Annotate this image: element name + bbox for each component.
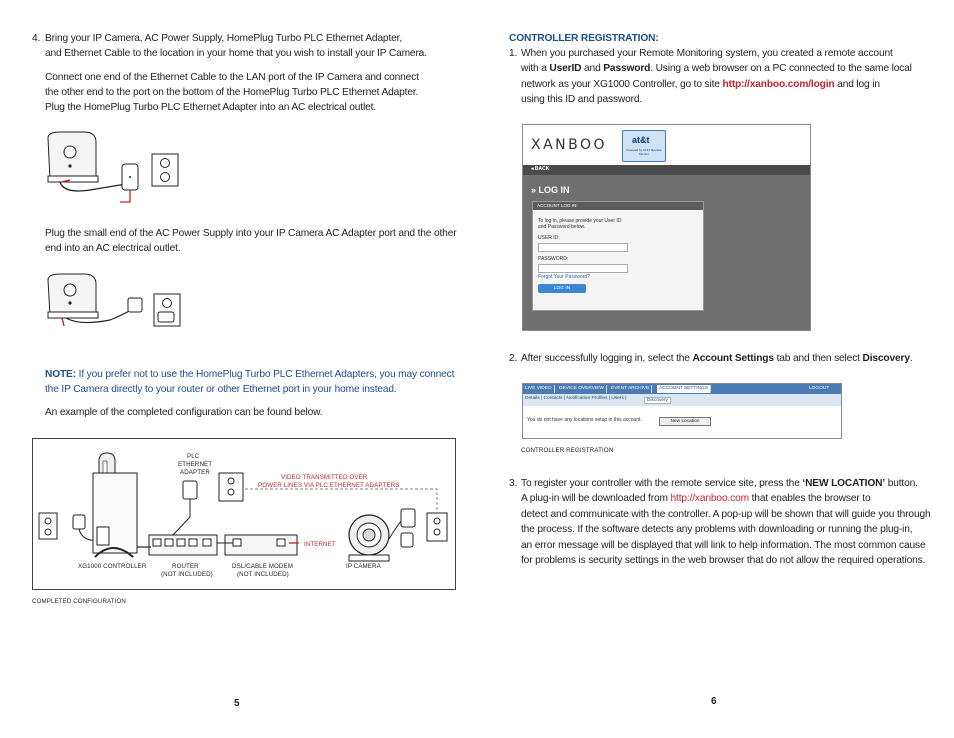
note-line1	[45, 367, 454, 383]
step3-line3: detect and communicate with the controller. A pop-up will be shown that will guide you through	[521, 509, 931, 520]
ethernet-connection-illustration	[40, 128, 190, 216]
step2-line	[521, 351, 913, 367]
step1-line3-post: and log in	[834, 79, 880, 90]
plc-label-3: ADAPTER	[180, 469, 210, 476]
step3-line6: for problems is security settings in the web browser that do not allow the required operations.	[521, 555, 926, 566]
configuration-diagram	[32, 438, 456, 590]
login-screenshot	[522, 124, 811, 331]
discovery-term: Discovery	[862, 353, 910, 364]
step1-line3-pre: network as your XG1000 Controller, go to site	[521, 79, 723, 90]
plc-label-1: PLC	[187, 453, 200, 460]
new-location-term: ‘NEW LOCATION’	[802, 478, 886, 489]
power-connection-illustration	[40, 270, 190, 342]
account-subtabs[interactable]: Details | Contacts | Notification Profiles | Users |	[525, 396, 627, 401]
password-input[interactable]	[538, 264, 628, 273]
password-term: Password	[603, 63, 651, 74]
login-instructions-1: To log in, please provide your User ID	[538, 218, 622, 224]
step3-line2-pre: A plug-in will be downloaded from	[521, 493, 671, 504]
step2-mid: tab and then select	[773, 353, 863, 364]
step3-line2	[521, 491, 870, 507]
video-label-1: VIDEO TRANSMITTED OVER	[281, 474, 368, 481]
step2-post: .	[909, 353, 913, 364]
router-label-2: (NOT INCLUDED)	[161, 571, 213, 578]
account-settings-screenshot	[522, 383, 842, 439]
login-link[interactable]: http://xanboo.com/login	[722, 79, 835, 90]
step1-line4: using this ID and password.	[521, 94, 643, 105]
step2-number: 2.	[509, 353, 518, 364]
step1-number: 1.	[509, 48, 518, 59]
modem-label-1: DSL/CABLE MODEM	[232, 563, 293, 570]
note-text: If you prefer not to use the HomePlug Turbo PLC Ethernet Adapters, you may connect	[75, 369, 455, 380]
att-logo-text: at&t	[632, 135, 650, 145]
login-instructions-2: and Password below.	[538, 224, 586, 230]
xanboo-logo: XANBOO	[531, 137, 608, 153]
tab-device-overview[interactable]: DEVICE OVERVIEW	[557, 385, 607, 393]
login-button[interactable]: LOG IN	[538, 284, 586, 293]
registration-heading: CONTROLLER REGISTRATION:	[509, 33, 659, 44]
modem-label-2: (NOT INCLUDED)	[237, 571, 289, 578]
account-settings-term: Account Settings	[692, 353, 774, 364]
att-logo-subtext: Powered by AT&T Remote Monitor	[626, 148, 662, 156]
step3-line2-post: that enables the browser to	[748, 493, 871, 504]
tab-live-video[interactable]: LIVE VIDEO	[523, 385, 555, 393]
tab-event-archive[interactable]: EVENT ARCHIVE	[609, 385, 652, 393]
login-panel	[532, 201, 704, 311]
step3-line1	[521, 476, 918, 492]
step1-and: and	[581, 63, 604, 74]
nav-bar	[523, 165, 810, 175]
plc-label-2: ETHERNET	[178, 461, 213, 468]
router-label-1: ROUTER	[172, 563, 199, 570]
tab-account-settings[interactable]: ACCOUNT SETTINGS	[657, 385, 711, 393]
new-location-button[interactable]: New Location	[659, 417, 711, 426]
login-title: » LOG IN	[531, 185, 570, 195]
step3-line1-post: button.	[885, 478, 918, 489]
step3-number: 3.	[509, 478, 518, 489]
internet-label: INTERNET	[304, 541, 336, 548]
userid-label: USER ID:	[538, 235, 560, 241]
camera-label: IP CAMERA	[346, 563, 381, 570]
step3-line5: an error message will be displayed that will link to help information. The most common cause	[521, 540, 926, 551]
connect-line2: the other end to the port on the bottom of the HomePlug Turbo PLC Ethernet Adapter.	[45, 87, 419, 98]
no-locations-message: You do not have any locations setup in this account.	[527, 417, 642, 423]
example-text: An example of the completed configuration can be found below.	[45, 407, 323, 418]
page-number-right: 6	[711, 696, 717, 707]
step3-line4: the process. If the software detects any problems with downloading or running the plug-in,	[521, 524, 913, 535]
video-label-2: POWER LINES VIA PLC ETHERNET ADAPTERS	[258, 482, 400, 489]
forgot-password-link[interactable]: Forgot Your Password?	[538, 274, 590, 280]
step2-pre: After successfully logging in, select the	[521, 353, 693, 364]
password-label: PASSWORD:	[538, 256, 569, 262]
controller-label: XG1000 CONTROLLER	[78, 563, 147, 570]
connect-line1: Connect one end of the Ethernet Cable to the LAN port of the IP Camera and connect	[45, 72, 419, 83]
login-panel-header: ACCOUNT LOG IN:	[533, 202, 703, 210]
back-link[interactable]: ◂ BACK	[531, 166, 550, 172]
page-number-left: 5	[234, 698, 240, 709]
step4-line1: Bring your IP Camera, AC Power Supply, HomePlug Turbo PLC Ethernet Adapter,	[45, 33, 403, 44]
step1-line1: When you purchased your Remote Monitoring system, you created a remote account	[521, 48, 893, 59]
step1-line2-post: . Using a web browser on a PC connected to the same local	[650, 63, 912, 74]
power-line1: Plug the small end of the AC Power Supply into your IP Camera AC Adapter port and the other	[45, 228, 457, 239]
step1-line3	[521, 77, 880, 93]
note-line2: the IP Camera directly to your router or other Ethernet port in your home instead.	[45, 384, 397, 395]
connect-line3: Plug the HomePlug Turbo PLC Ethernet Adapter into an AC electrical outlet.	[45, 102, 376, 113]
xanboo-link[interactable]: http://xanboo.com	[670, 493, 749, 504]
step4-number: 4.	[32, 33, 41, 44]
step1-line2-pre: with a	[521, 63, 550, 74]
step4-line2: and Ethernet Cable to the location in your home that you wish to install your IP Camera.	[45, 48, 427, 59]
att-logo	[622, 130, 666, 162]
logout-link[interactable]: LOGOUT	[809, 386, 830, 391]
step3-line1-pre: To register your controller with the remote service site, press the	[521, 478, 803, 489]
step1-line2	[521, 61, 912, 77]
right-caption: CONTROLLER REGISTRATION	[521, 447, 614, 454]
power-line2: end into an AC electrical outlet.	[45, 243, 181, 254]
note-label: NOTE:	[45, 369, 76, 380]
left-caption: COMPLETED CONFIGURATION	[32, 598, 126, 605]
subtab-discovery[interactable]: Discovery	[644, 397, 671, 404]
userid-input[interactable]	[538, 243, 628, 252]
userid-term: UserID	[549, 63, 582, 74]
